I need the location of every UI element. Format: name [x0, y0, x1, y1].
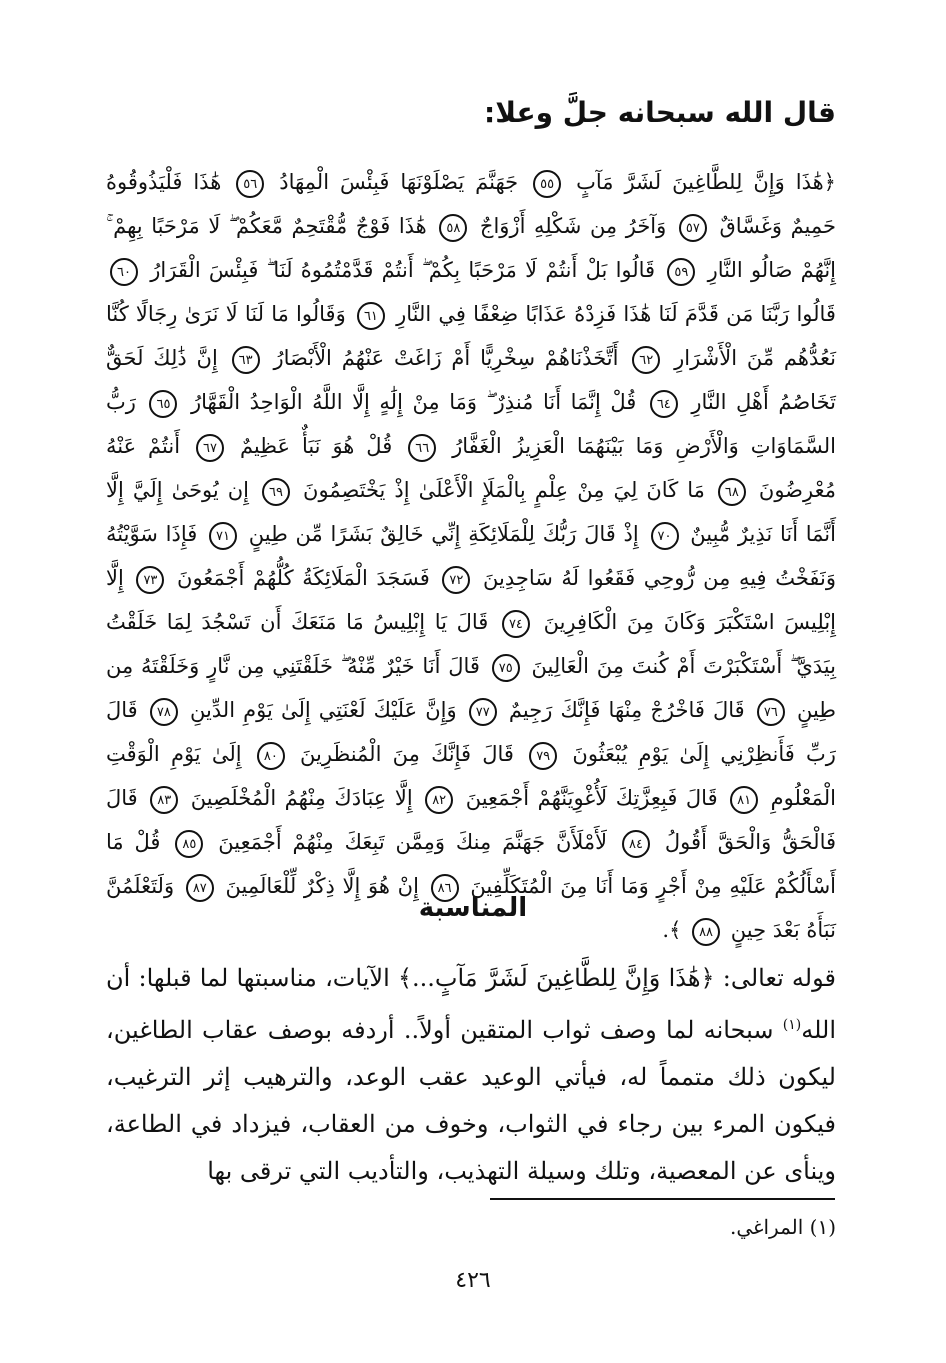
ayah-number-badge: ٦٤ — [650, 390, 678, 418]
verse-text: وَإِنَّ عَلَيْكَ لَعْنَتِي إِلَىٰ يَوْمِ الدِّينِ — [189, 698, 457, 722]
verse-text: قُلْ هُوَ نَبَأٌ عَظِيمٌ — [239, 434, 393, 458]
ayah-number-badge: ٨٥ — [175, 830, 203, 858]
ayah-number-badge: ٧٤ — [502, 610, 530, 638]
commentary-text-start: قوله تعالى: ﴿هَٰذَا وَإِنَّ لِلطَّاغِينَ لَشَرَّ مَآبٍ...﴾ الآيات، مناسبتها لما قبلها: أن الله — [106, 964, 836, 1044]
ayah-number-badge: ٨٢ — [425, 786, 453, 814]
verse-text: رَبُّ السَّمَاوَاتِ وَالْأَرْضِ وَمَا بَيْنَهُمَا الْعَزِيزُ الْغَفَّارُ — [106, 390, 836, 458]
verse-text: وَآخَرُ مِن شَكْلِهِ أَزْوَاجٌ — [479, 214, 667, 238]
verse-text: أَتَّخَذْنَاهُمْ سِخْرِيًّا أَمْ زَاغَتْ عَنْهُمُ الْأَبْصَارُ — [273, 346, 619, 370]
verse-text: أَنتُمْ عَنْهُ مُعْرِضُونَ — [106, 434, 836, 502]
verse-text: قُلْ مَا أَسْأَلُكُمْ عَلَيْهِ مِنْ أَجْرٍ وَمَا أَنَا مِنَ الْمُتَكَلِّفِينَ — [106, 830, 836, 898]
page-heading: قال الله سبحانه جلَّ وعلا: — [484, 96, 836, 129]
ayah-number-badge: ٧٥ — [492, 654, 520, 682]
ayah-number-badge: ٨٦ — [431, 874, 459, 902]
ayah-number-badge: ٥٧ — [679, 214, 707, 242]
verse-text: قَالَ فَبِعِزَّتِكَ لَأُغْوِيَنَّهُمْ أَجْمَعِينَ — [465, 786, 718, 810]
ayah-number-badge: ٨٧ — [186, 874, 214, 902]
ayah-number-badge: ٦٨ — [718, 478, 746, 506]
verse-text: إِذْ قَالَ رَبُّكَ لِلْمَلَائِكَةِ إِنِّي خَالِقٌ بَشَرًا مِّن طِينٍ — [248, 522, 639, 546]
verse-text: إِلَّا عِبَادَكَ مِنْهُمُ الْمُخْلَصِينَ — [190, 786, 413, 810]
verse-text: فَسَجَدَ الْمَلَائِكَةُ كُلُّهُمْ أَجْمَعُونَ — [177, 566, 430, 590]
page-number: ٤٢٦ — [455, 1268, 491, 1293]
verse-text: هَٰذَا فَلْيَذُوقُوهُ حَمِيمٌ وَغَسَّاقٌ — [106, 170, 836, 238]
verse-text: مَا كَانَ لِيَ مِنْ عِلْمٍ بِالْمَلَإِ الْأَعْلَىٰ إِذْ يَخْتَصِمُونَ — [303, 478, 705, 502]
ayah-number-badge: ٦١ — [357, 302, 385, 330]
ayah-number-badge: ٦٢ — [632, 346, 660, 374]
footnote-reference: (١) — [782, 1017, 802, 1033]
quran-verses — [106, 160, 836, 952]
verse-text: قَالَ أَنَا خَيْرٌ مِّنْهُ ۖ خَلَقْتَنِي مِن نَّارٍ وَخَلَقْتَهُ مِن طِينٍ — [106, 654, 836, 722]
footnote: (١) المراغي. — [729, 1215, 836, 1239]
verse-text: وَقَالُوا مَا لَنَا لَا نَرَىٰ رِجَالًا كُنَّا نَعُدُّهُم مِّنَ الْأَشْرَارِ — [106, 302, 836, 370]
verse-text: قَالَ فَالْحَقُّ وَالْحَقَّ أَقُولُ — [106, 786, 837, 854]
ayah-number-badge: ٨٤ — [622, 830, 650, 858]
ayah-number-badge: ٧٣ — [136, 566, 164, 594]
verse-text: قَالَ فَإِنَّكَ مِنَ الْمُنظَرِينَ — [300, 742, 514, 766]
ayah-number-badge: ٨٨ — [692, 918, 720, 946]
section-title: المناسبة — [418, 893, 528, 923]
verse-text: ﴿هَٰذَا وَإِنَّ لِلطَّاغِينَ لَشَرَّ مَآبٍ — [576, 170, 836, 194]
ayah-number-badge: ٦٧ — [196, 434, 224, 462]
verse-text: وَلَتَعْلَمُنَّ نَبَأَهُ بَعْدَ حِينٍ — [106, 874, 836, 942]
ayah-number-badge: ٧٦ — [757, 698, 785, 726]
ayah-number-badge: ٦٥ — [149, 390, 177, 418]
verse-text: قُلْ إِنَّمَا أَنَا مُنذِرٌ ۖ وَمَا مِنْ إِلَٰهٍ إِلَّا اللَّهُ الْوَاحِدُ الْقَهَّارُ — [191, 390, 637, 414]
verse-text: إِن يُوحَىٰ إِلَيَّ إِلَّا أَنَّمَا أَنَا نَذِيرٌ مُّبِينٌ — [106, 478, 836, 546]
ayah-number-badge: ٧٧ — [469, 698, 497, 726]
verse-text: إِلَىٰ يَوْمِ الْوَقْتِ الْمَعْلُومِ — [106, 742, 836, 810]
ayah-number-badge: ٥٥ — [533, 170, 561, 198]
ayah-number-badge: ٧٨ — [150, 698, 178, 726]
commentary-text-end: سبحانه لما وصف ثواب المتقين أولاً.. أردفه بوصف عقاب الطاغين، ليكون ذلك متمماً له، فيأتي الوعيد عقب الوعد، والترهيب إثر الترغيب، فيكون المرء بين رجاء في الثواب، وخوف من العقاب، فيزداد في الطاعة، وينأى عن المعصية، وتلك وسيلة التهذيب، والتأديب التي ترقى بها — [106, 1016, 836, 1185]
ayah-number-badge: ٧٢ — [442, 566, 470, 594]
commentary-paragraph — [106, 955, 836, 1195]
verse-text: جَهَنَّمَ يَصْلَوْنَهَا فَبِئْسَ الْمِهَادُ — [279, 170, 519, 194]
ayah-number-badge: ٧٠ — [651, 522, 679, 550]
ayah-number-badge: ٦٩ — [262, 478, 290, 506]
ayah-number-badge: ٥٩ — [667, 258, 695, 286]
verse-text: إِلَّا إِبْلِيسَ اسْتَكْبَرَ وَكَانَ مِنَ الْكَافِرِينَ — [106, 566, 836, 634]
ayah-number-badge: ٨١ — [730, 786, 758, 814]
verse-text: قَالُوا بَلْ أَنتُمْ لَا مَرْحَبًا بِكُمْ ۖ أَنتُمْ قَدَّمْتُمُوهُ لَنَا ۖ فَبِئْسَ الْقَرَارُ — [150, 258, 656, 282]
ayah-number-badge: ٨٣ — [150, 786, 178, 814]
ayah-number-badge: ٥٨ — [439, 214, 467, 242]
verse-text: لَأَمْلَأَنَّ جَهَنَّمَ مِنكَ وَمِمَّن تَبِعَكَ مِنْهُمْ أَجْمَعِينَ — [218, 830, 608, 854]
verse-text: فَإِذَا سَوَّيْتُهُ وَنَفَخْتُ فِيهِ مِن رُّوحِي فَقَعُوا لَهُ سَاجِدِينَ — [106, 522, 836, 590]
verse-text: هَٰذَا فَوْجٌ مُّقْتَحِمٌ مَّعَكُمْ ۖ لَا مَرْحَبًا بِهِمْ ۚ إِنَّهُمْ صَالُو النَّارِ — [106, 214, 837, 282]
ayah-number-badge: ٧٩ — [529, 742, 557, 770]
verse-text: إِنَّ ذَٰلِكَ لَحَقٌّ تَخَاصُمُ أَهْلِ النَّارِ — [106, 346, 836, 414]
ayah-number-badge: ٦٦ — [408, 434, 436, 462]
ayah-number-badge: ٨٠ — [257, 742, 285, 770]
ayah-number-badge: ٦٠ — [110, 258, 138, 286]
footnote-divider — [490, 1198, 835, 1200]
ayah-number-badge: ٧١ — [209, 522, 237, 550]
verses-closing-bracket: ﴾. — [662, 918, 682, 942]
verse-text: قَالَ رَبِّ فَأَنظِرْنِي إِلَىٰ يَوْمِ يُبْعَثُونَ — [106, 698, 836, 766]
verse-text: قَالُوا رَبَّنَا مَن قَدَّمَ لَنَا هَٰذَا فَزِدْهُ عَذَابًا ضِعْفًا فِي النَّارِ — [396, 302, 836, 326]
verse-text: إِنْ هُوَ إِلَّا ذِكْرٌ لِّلْعَالَمِينَ — [225, 874, 419, 898]
verse-text: قَالَ يَا إِبْلِيسُ مَا مَنَعَكَ أَن تَسْجُدَ لِمَا خَلَقْتُ بِيَدَيَّ ۖ أَسْتَكْبَرْتَ أَمْ كُنتَ مِنَ الْعَالِينَ — [106, 610, 836, 678]
verse-text: قَالَ فَاخْرُجْ مِنْهَا فَإِنَّكَ رَجِيمٌ — [508, 698, 745, 722]
ayah-number-badge: ٦٣ — [232, 346, 260, 374]
ayah-number-badge: ٥٦ — [236, 170, 264, 198]
